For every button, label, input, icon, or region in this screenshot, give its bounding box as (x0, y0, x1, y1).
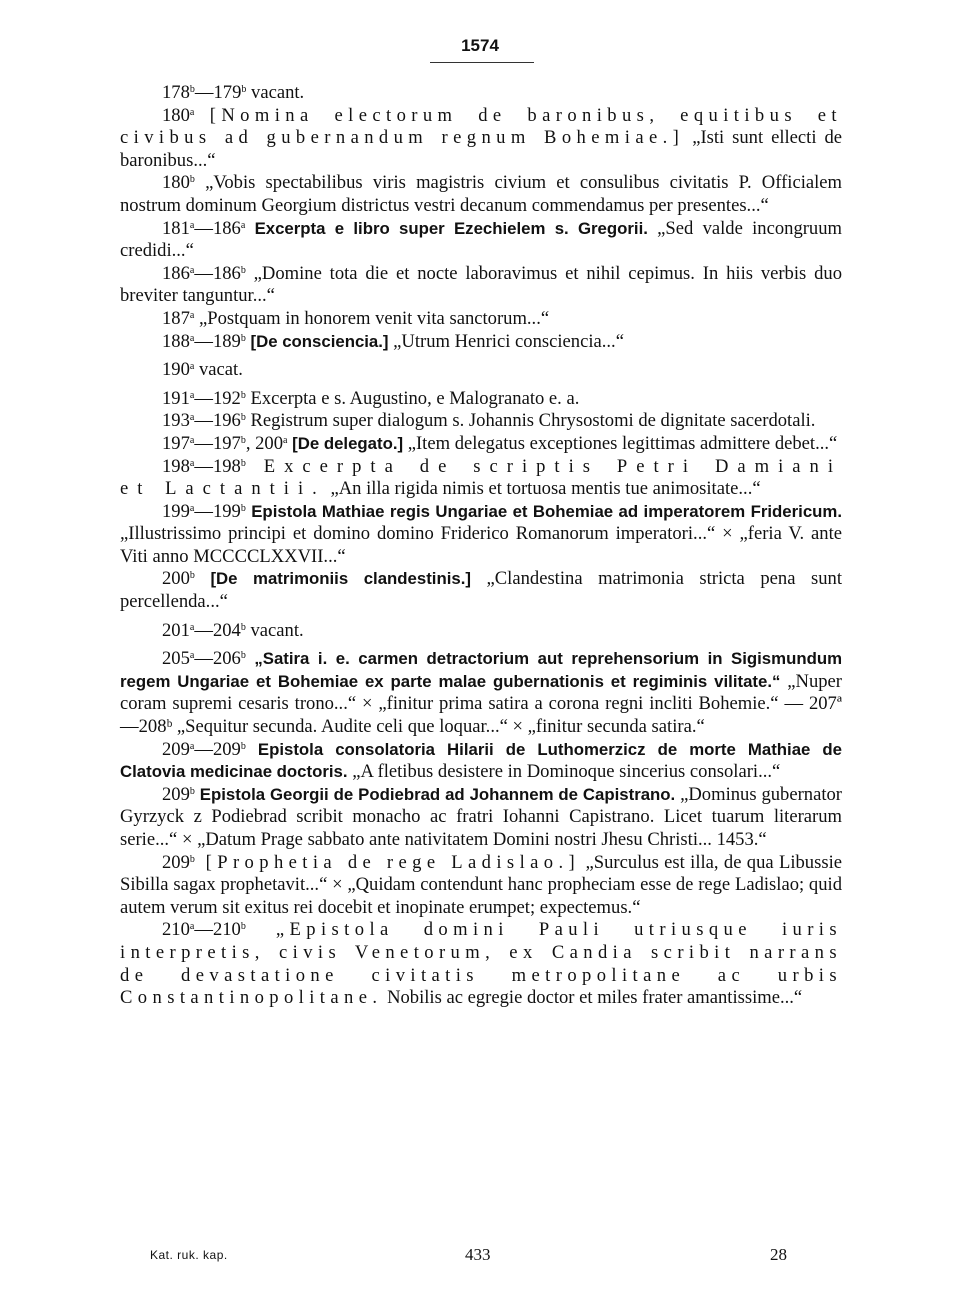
header-rule (430, 62, 534, 63)
entry-title-spaced: [Prophetia de rege Ladislao.] (194, 851, 581, 873)
folio-side: b (240, 389, 246, 401)
folio-number: 209 (162, 783, 190, 805)
catalogue-entry (120, 218, 842, 263)
folio-number: 198 (162, 455, 190, 477)
entry-text: „Sed valde incongruum credidi...“ (120, 217, 842, 262)
folio-side: a (189, 412, 195, 424)
folio-number: 180 (162, 104, 190, 126)
folio-number: 188 (162, 330, 190, 352)
catalogue-entry (120, 410, 842, 433)
catalogue-entry (120, 388, 842, 411)
entry-rubric: [De consciencia.] (245, 331, 389, 351)
entry-text: „Utrum Henrici consciencia...“ (388, 330, 624, 352)
folio-number: 209 (162, 738, 190, 760)
folio-range: —198 (194, 455, 241, 477)
footer-catalogue-label: Kat. ruk. kap. (150, 1248, 228, 1262)
folio-number: 186 (162, 262, 190, 284)
folio-side: b (240, 412, 246, 424)
folio-side: a (189, 219, 195, 231)
catalogue-entry (120, 739, 842, 784)
folio-range: —196 (194, 410, 241, 432)
folio-number: 210 (162, 919, 190, 941)
folio-number: 197 (162, 432, 190, 454)
entry-text: „Postquam in honorem venit vita sanctorum...“ (194, 307, 550, 329)
entry-title-spaced: „Epistola domini Pauli utriusque iuris interpretis, civis Venetorum, ex Candia scribit narrans de devastatione civitatis metropolitane ac urbis Constantinopolitane. (120, 919, 842, 1009)
entry-text: „A fletibus desistere in Dominoque sincerius consolari...“ (347, 761, 781, 783)
folio-range: —197 (194, 432, 241, 454)
folio-side: b (240, 264, 246, 276)
folio-range: , 200 (245, 432, 284, 454)
folio-side: a (189, 650, 195, 662)
entry-text: „An illa rigida nimis et tortuosa mentis tue animositate...“ (325, 478, 761, 500)
folio-side: b (240, 921, 246, 933)
catalogue-entry (120, 172, 842, 217)
folio-side: a (189, 457, 195, 469)
folio-side: b (189, 84, 195, 95)
folio-number: 201 (162, 619, 190, 641)
catalogue-entry (120, 308, 842, 331)
entry-text: vacat. (194, 359, 243, 381)
entry-text: „Vobis spectabilibus viris magistris civium et consulibus civitatis P. Officialem nostrum dominum Georgium districtus vestri decanum commendamus per presentes...“ (120, 172, 842, 216)
page-number: 1574 (461, 36, 499, 55)
folio-range: —186 (194, 217, 241, 239)
folio-side: b (240, 502, 246, 514)
catalogue-text (120, 82, 842, 1010)
catalogue-entry (120, 433, 842, 456)
folio-number: 193 (162, 410, 190, 432)
folio-side: a (189, 264, 195, 276)
entry-text: „Clandestina matrimonia stricta pena sunt percellenda...“ (120, 568, 842, 613)
entry-rubric: Epistola Georgii de Podiebrad ad Johannem de Capistrano. (194, 784, 676, 804)
entry-text: vacant. (246, 82, 305, 103)
entry-text: Nobilis ac egregie doctor et miles frater amantissime...“ (382, 987, 803, 1009)
folio-number: 199 (162, 500, 190, 522)
folio-side: a (283, 434, 288, 446)
folio-number: 191 (162, 387, 190, 409)
folio-number: 200 (162, 568, 190, 590)
catalogue-entry (120, 852, 842, 920)
folio-range: —186 (194, 262, 241, 284)
catalogue-entry (120, 919, 842, 1009)
catalogue-entry (120, 648, 842, 738)
catalogue-entry (120, 82, 842, 105)
folio-range: —199 (194, 500, 241, 522)
entry-text: vacant. (245, 619, 304, 641)
folio-side: b (240, 457, 246, 469)
folio-side: b (240, 650, 246, 662)
entry-title-spaced: [Nomina electorum de baronibus, equitibus et civibus ad gubernandum regnum Bohemiae.] (120, 104, 842, 149)
entry-rubric: [De delegato.] (287, 433, 404, 453)
folio-number: 187 (162, 307, 190, 329)
folio-side: b (240, 434, 246, 446)
folio-range: —206 (194, 648, 241, 670)
folio-range: —209 (194, 738, 241, 760)
folio-side: a (189, 740, 195, 752)
folio-side: a (189, 106, 195, 118)
folio-side: a (189, 621, 195, 633)
entry-text: Excerpta e s. Augustino, e Malogranato e. a. (245, 387, 580, 409)
folio-side: a (189, 309, 195, 321)
folio-side: a (189, 434, 195, 446)
entry-title-spaced: Excerpta de scriptis Petri Damiani et Lactantii. (120, 455, 842, 500)
entry-text: „Surculus est illa, de qua Libussie Sibilla sagax prophetavit...“ × „Quidam contendunt hanc propheciam esse de rege Ladislao; quid autem verum sit exitus rei docebit et inopinate erumpet; expectemus.“ (120, 851, 842, 918)
footer-signature: 433 (465, 1245, 491, 1264)
folio-number: 178 (162, 82, 190, 103)
entry-rubric: Epistola consolatoria Hilarii de Luthomerzicz de morte Mathiae de Clatovia medicinae doctoris. (120, 739, 842, 782)
folio-number: 205 (162, 648, 190, 670)
entry-rubric: Epistola Mathiae regis Ungariae et Bohemiae ad imperatorem Fridericum. (245, 501, 842, 521)
folio-number: 181 (162, 217, 190, 239)
catalogue-entry (120, 331, 842, 354)
catalogue-entry (120, 620, 842, 643)
folio-side: b (240, 332, 246, 344)
catalogue-entry (120, 568, 842, 613)
folio-side: b (189, 785, 195, 797)
entry-text: Registrum super dialogum s. Johannis Chrysostomi de dignitate sacerdotali. (245, 410, 816, 432)
entry-text: „Isti sunt ellecti de baronibus...“ (120, 127, 842, 171)
folio-number: 190 (162, 359, 190, 381)
folio-side: a (189, 332, 195, 344)
folio-side: b (189, 570, 195, 582)
footer-sheet-number: 28 (770, 1245, 787, 1264)
entry-rubric: Excerpta e libro super Ezechielem s. Gregorii. (245, 218, 648, 238)
folio-side: b (240, 740, 246, 752)
catalogue-entry (120, 501, 842, 569)
folio-number: 180 (162, 172, 190, 194)
entry-text: „Domine tota die et nocte laboravimus et nihil cepimus. In hiis verbis duo breviter tanguntur...“ (120, 262, 842, 307)
entry-text: „Dominus gubernator Gyrzyck z Podiebrad scribit monacho ac fratri Iohanni Capistrano. Licet tuarum literarum serie...“ × „Datum Prage sabbato ante nativitatem Domini nostri Jhesu Christi... 1453.“ (120, 783, 843, 850)
folio-side: a (189, 502, 195, 514)
folio-side: a (189, 921, 195, 933)
folio-side: b (189, 174, 195, 186)
folio-side: a (189, 361, 195, 373)
catalogue-entry (120, 784, 842, 852)
folio-range: —189 (194, 330, 241, 352)
folio-side: b (241, 84, 247, 95)
folio-number: 209 (162, 851, 190, 873)
folio-side: a (240, 219, 246, 231)
entry-text: „Item delegatus exceptiones legittimas admittere debet...“ (403, 432, 838, 454)
catalogue-entry (120, 105, 842, 173)
folio-side: b (240, 621, 246, 633)
catalogue-entry (120, 359, 842, 382)
entry-text: „Nuper coram supremi cesaris trono...“ × „finitur prima satira a corona regni incliti Bohemie.“ — 207ª—208ᵇ „Sequitur secunda. Audite celi que loquar...“ × „finitur secunda satira.“ (120, 670, 842, 738)
folio-side: a (189, 389, 195, 401)
catalogue-entry (120, 263, 842, 308)
entry-rubric: [De matrimoniis clandestinis.] (194, 569, 471, 589)
catalogue-entry (120, 456, 842, 501)
folio-side: b (189, 853, 195, 865)
folio-range: —204 (194, 619, 241, 641)
folio-range: —192 (194, 387, 241, 409)
folio-range: —179 (194, 82, 242, 103)
entry-rubric: „Satira i. e. carmen detractorium aut reprehensorium in Sigismundum regem Ungariae et Bohemiae ex parte malae gubernationis et regiminis vilitate.“ (120, 649, 842, 691)
folio-range: —210 (194, 919, 241, 941)
entry-text: „Illustrissimo principi et domino domino Friderico Romanorum imperatori...“ × „feria V. ante Viti anno MCCCCLXXVII...“ (120, 523, 842, 567)
